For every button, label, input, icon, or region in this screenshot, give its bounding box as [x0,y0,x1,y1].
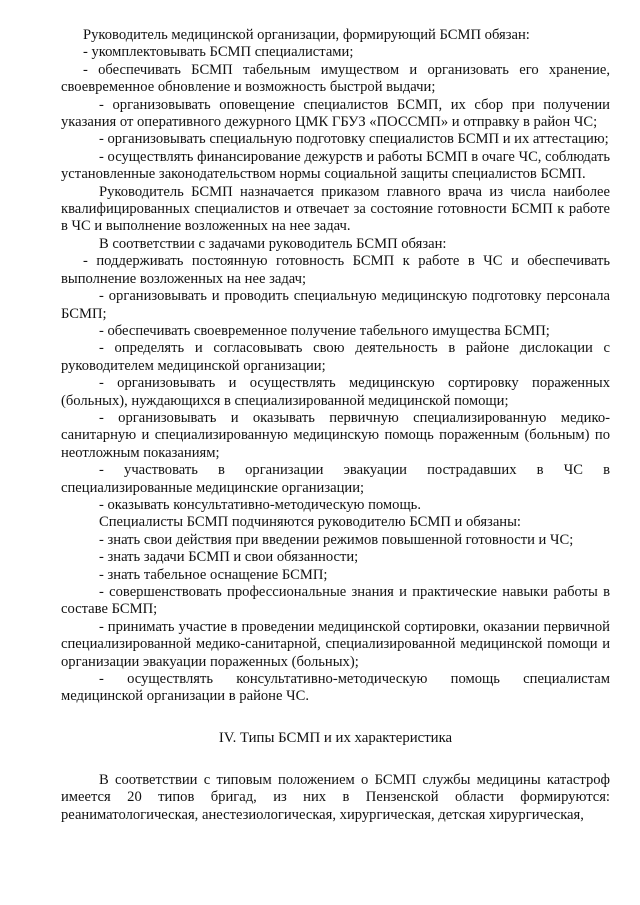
paragraph: Специалисты БСМП подчиняются руководителю БСМП и обязаны: [99,514,521,531]
list-item: - совершенствовать профессиональные знания и практические навыки работы в составе БСМП; [61,584,610,618]
list-item: - осуществлять консультативно-методическую помощь специалистам медицинской организации в районе ЧС. [61,671,610,705]
list-item: - знать свои действия при введении режимов повышенной готовности и ЧС; [99,531,574,548]
document-page [61,27,610,824]
list-item: - определять и согласовывать свою деятельность в районе дислокации с руководителем медицинской организации; [61,340,610,374]
list-item: - знать табельное оснащение БСМП; [99,566,328,583]
list-item: - организовывать специальную подготовку специалистов БСМП и их аттестацию; [99,131,609,148]
list-item: - организовывать и проводить специальную медицинскую подготовку персонала БСМП; [61,288,610,322]
list-item: - организовывать и осуществлять медицинскую сортировку пораженных (больных), нуждающихся в специализированной медицинской помощи; [61,375,610,409]
paragraph: Руководитель медицинской организации, формирующий БСМП обязан: [83,27,530,43]
list-item: - принимать участие в проведении медицинской сортировки, оказании первичной специализированной медико-санитарной, специализированной медицинской помощи и организации эвакуации пораженных (больных); [61,618,610,670]
list-item: - организовывать оповещение специалистов БСМП, их сбор при получении указания от оперативного дежурного ЦМК ГБУЗ «ПОССМП» и отправку в район ЧС; [61,96,610,131]
list-item: - обеспечивать БСМП табельным имуществом и организовать его хранение, своевременное обновление и возможность быстрой выдачи; [61,61,610,96]
list-item: - укомплектовывать БСМП специалистами; [83,44,354,61]
paragraph: Руководитель БСМП назначается приказом главного врача из числа наиболее квалифицированных специалистов и отвечает за состояние готовности БСМП к работе в ЧС и выполнение возложенных на нее задач. [61,183,610,235]
list-item: - оказывать консультативно-методическую помощь. [99,496,421,513]
list-item: - обеспечивать своевременное получение табельного имущества БСМП; [99,322,550,339]
section-heading: IV. Типы БСМП и их характеристика [218,729,453,746]
paragraph: В соответствии с задачами руководитель БСМП обязан: [99,235,447,252]
list-item: - поддерживать постоянную готовность БСМП к работе в ЧС и обеспечивать выполнение возложенных на нее задач; [61,253,610,287]
list-item: - осуществлять финансирование дежурств и работы БСМП в очаге ЧС, соблюдать установленные законодательством нормы социальной защиты специалистов БСМП. [61,148,610,183]
paragraph: В соответствии с типовым положением о БСМП службы медицины катастроф имеется 20 типов бригад, из них в Пензенской области формируются: реаниматологическая, анестезиологическая, хирургическая, детская хирургическая, [61,771,610,823]
list-item: - знать задачи БСМП и свои обязанности; [99,549,359,566]
list-item: - организовывать и оказывать первичную специализированную медико-санитарную и специализированную медицинскую помощь пораженным (больным) по неотложным показаниям; [61,409,610,461]
list-item: - участвовать в организации эвакуации пострадавших в ЧС в специализированные медицинские организации; [61,462,610,496]
